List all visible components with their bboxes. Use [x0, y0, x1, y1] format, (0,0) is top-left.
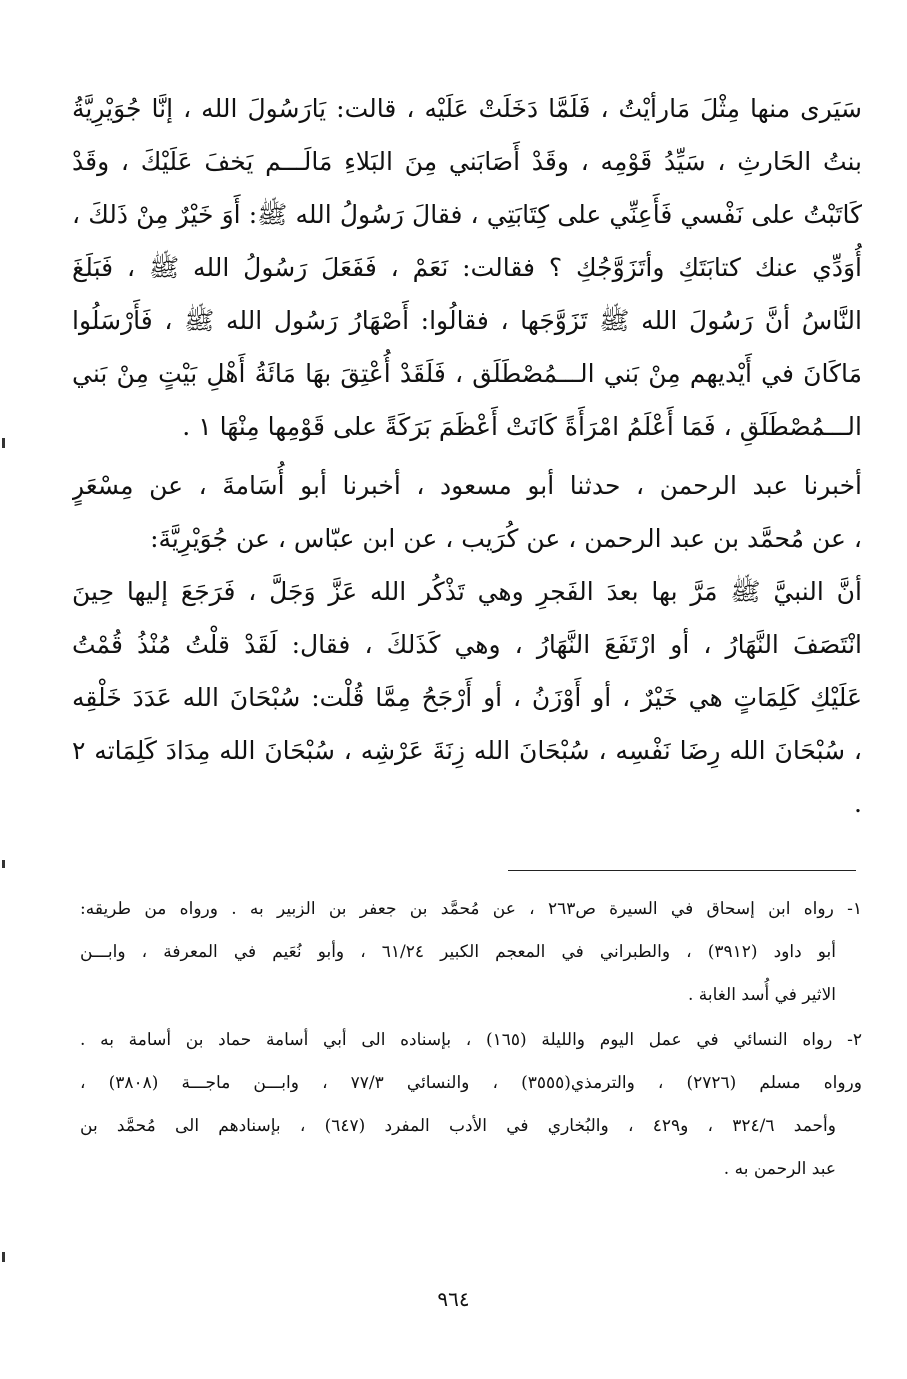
main-text-block — [72, 82, 862, 830]
main-text-line: مَاكَانَ في أَيْديهم مِنْ بَني الـــمُصْطَلَق ، فَلَقَدْ أُعْتِقَ بهَا مَائَةُ أَهْلِ بَيْتٍ مِنْ بَني — [72, 359, 862, 388]
footnote-divider — [508, 870, 856, 871]
footnote-line: ورواه مسلم (٢٧٢٦) ، والترمذي(٣٥٥٥) ، والنسائي ٧٧/٣ ، وابـــن ماجـــة (٣٨٠٨) ، — [80, 1073, 862, 1093]
footnote-line: أبو داود (٣٩١٢) ، والطبراني في المعجم الكبير ٦١/٢٤ ، وأبو نُعَيم في المعرفة ، وابـــن — [80, 942, 836, 962]
main-text-line: بنتُ الحَارثِ ، سَيِّدُ قَوْمِه ، وقَدْ أَصَابَني مِنَ البَلاءِ مَالَـــم يَخفَ عَلَيْكَ ، وقَدْ — [72, 147, 862, 176]
margin-mark — [2, 438, 5, 448]
isnad-line: ، عن مُحمَّد بن عبد الرحمن ، عن كُرَيب ، عن ابن عبّاس ، عن جُوَيْرِيَّةَ: — [150, 524, 862, 553]
footnotes-block — [80, 888, 862, 1191]
hadith-line: انْتَصَفَ النَّهَارُ ، أو ارْتَفَعَ النَّهَارُ ، وهي كَذَلكَ ، فقال: لَقَدْ قلْتُ مُنْذُ قُمْتُ — [72, 630, 862, 659]
footnote-line: الاثير في أُسد الغابة . — [688, 985, 836, 1005]
main-text-line: كَاتَبْتُ على نَفْسي فَأَعِنِّي على كِتَابَتِي ، فقالَ رَسُولُ الله ﷺ: أَوَ خَيْرٌ مِنْ ذَلكَ ، — [72, 200, 862, 229]
hadith-end-mark: . — [854, 789, 862, 818]
main-text-line: سَيَرى منها مِثْلَ مَارأيْتُ ، فَلَمَّا دَخَلَتْ عَلَيْه ، قالت: يَارَسُولَ الله ، إنَّا جُوَيْرِيَّةُ — [72, 94, 862, 123]
page-number: ٩٦٤ — [437, 1287, 470, 1311]
margin-mark — [2, 860, 5, 868]
footnote-line: وأحمد ٣٢٤/٦ ، و٤٢٩ ، والبُخاري في الأدب المفرد (٦٤٧) ، بإسنادهم الى مُحمَّد بن — [80, 1116, 836, 1136]
hadith-line: أنَّ النبيَّ ﷺ مَرَّ بها بعدَ الفَجرِ وهي تَذْكُر الله عَزَّ وَجَلَّ ، فَرَجَعَ إليها حِينَ — [72, 577, 862, 606]
footnote-line: ١- رواه ابن إسحاق في السيرة ص٢٦٣ ، عن مُحمَّد بن جعفر بن الزبير به . ورواه من طريقه: — [80, 899, 862, 919]
main-text-line: النَّاسُ أنَّ رَسُولَ الله ﷺ تَزَوَّجَها ، فقالُوا: أَصْهَارُ رَسُول الله ﷺ ، فَأَرْسَلُوا — [72, 306, 862, 335]
main-text-line: أُوَدِّي عنك كتابَتَكِ وأتَزَوَّجُكِ ؟ فقالت: نَعَمْ ، فَفَعَلَ رَسُولُ الله ﷺ ، فَبَلَغَ — [72, 253, 862, 282]
hadith-line: ، سُبْحَانَ الله رِضَا نَفْسِه ، سُبْحَانَ الله زِنَةَ عَرْشِه ، سُبْحَانَ الله مِدَادَ كَلِمَاته ٢ — [72, 736, 862, 765]
isnad-line: أخبرنا عبد الرحمن ، حدثنا أبو مسعود ، أخبرنا أبو أُسَامةَ ، عن مِسْعَرٍ — [72, 471, 862, 500]
footnote-line: عبد الرحمن به . — [723, 1159, 836, 1179]
footnote-line: ٢- رواه النسائي في عمل اليوم والليلة (١٦٥) ، بإسناده الى أبي أسامة حماد بن أسامة به . — [80, 1030, 862, 1050]
hadith-line: عَلَيْكِ كَلِمَاتٍ هي خَيْرٌ ، أو أَوْزَنُ ، أو أَرْجَحُ مِمَّا قُلْت: سُبْحَانَ الله عَدَدَ خَلْقِه — [72, 683, 862, 712]
main-text-line: الـــمُصْطَلَقِ ، فَمَا أَعْلَمُ امْرَأَةً كَانَتْ أَعْظَمَ بَرَكَةً على قَوْمِها مِنْهَا ١ . — [182, 412, 862, 441]
margin-mark — [2, 1252, 5, 1262]
